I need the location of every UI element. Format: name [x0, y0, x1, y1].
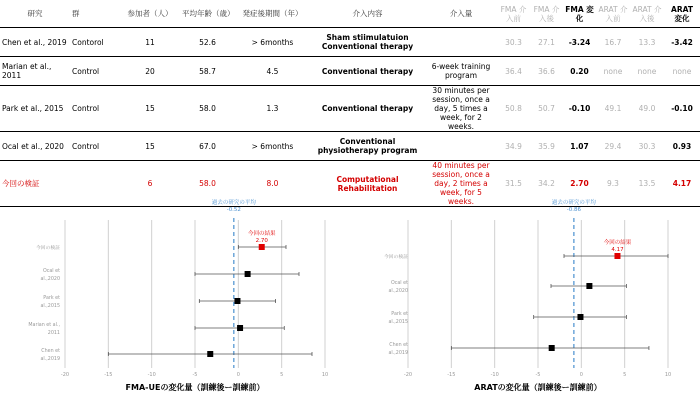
cell-arat-post: 13.3 [630, 28, 664, 57]
x-axis-label: ARATの変化量（訓練後ー訓練前） [474, 383, 602, 392]
x-tick-label: -10 [147, 372, 156, 378]
cell-intervention: Conventional therapy [310, 57, 425, 86]
x-tick-label: 10 [664, 372, 672, 378]
category-label: al.,2015 [388, 320, 408, 325]
current-result-marker [614, 253, 620, 259]
cell-arat-change: none [664, 57, 700, 86]
cell-study: Chen et al., 2019 [0, 28, 70, 57]
cell-age: 67.0 [180, 132, 235, 161]
cell-group: Control [70, 86, 120, 132]
x-tick-label: -20 [403, 372, 413, 378]
cell-study: Ocal et al., 2020 [0, 132, 70, 161]
header-study: 研究 [27, 9, 43, 18]
header-mean-age: 平均年齢（歳） [182, 9, 235, 18]
cell-group: Control [70, 57, 120, 86]
cell-onset: > 6months [235, 28, 310, 57]
header-participants: 参加者（人） [127, 9, 173, 18]
category-label: al.,2020 [388, 289, 408, 294]
cell-arat-pre: 29.4 [596, 132, 630, 161]
cell-arat-pre: none [596, 57, 630, 86]
category-label: al.,2020 [40, 277, 60, 282]
cell-fma-post: 34.2 [530, 161, 563, 207]
cell-fma-post: 50.7 [530, 86, 563, 132]
x-tick-label: 10 [321, 372, 329, 378]
cell-onset: > 6months [235, 132, 310, 161]
x-axis-label: FMA-UEの変化量（訓練後ー訓練前） [125, 383, 265, 392]
cell-age: 58.7 [180, 57, 235, 86]
x-tick-label: 5 [280, 372, 284, 378]
cell-participants: 15 [120, 132, 180, 161]
cell-arat-change: -3.42 [664, 28, 700, 57]
x-tick-label: 0 [579, 372, 583, 378]
cell-arat-post: 13.5 [630, 161, 664, 207]
cell-age: 58.0 [180, 161, 235, 207]
header-fma-change: FMA 変化 [565, 4, 594, 23]
header-arat-change: ARAT 変化 [671, 4, 693, 23]
table-row [0, 86, 700, 132]
x-tick-label: 0 [236, 372, 240, 378]
cell-fma-pre: 36.4 [497, 57, 530, 86]
current-result-label: 今回の結果 [603, 240, 632, 246]
cell-study: 今回の検証 [0, 161, 70, 207]
cell-dose: 30 minutes per session, once a day, 5 times a week, for 2 weeks. [425, 86, 497, 132]
cell-participants: 20 [120, 57, 180, 86]
cell-arat-change: 0.93 [664, 132, 700, 161]
cell-fma-change: 1.07 [563, 132, 596, 161]
header-dose: 介入量 [449, 9, 473, 18]
category-label: Chen et [41, 349, 60, 354]
x-tick-label: -15 [104, 372, 113, 378]
cell-fma-change: 0.20 [563, 57, 596, 86]
cell-fma-change: -0.10 [563, 86, 596, 132]
point-marker [237, 325, 243, 331]
cell-dose: 6-week training program [425, 57, 497, 86]
category-label: Chen et [389, 343, 408, 348]
cell-onset: 8.0 [235, 161, 310, 207]
reference-mean-label: 過去の研究の平均 [211, 200, 256, 206]
cell-participants: 11 [120, 28, 180, 57]
x-tick-label: 5 [623, 372, 627, 378]
cell-intervention: Conventional therapy [310, 86, 425, 132]
header-intervention: 介入内容 [352, 9, 383, 18]
cell-arat-post: none [630, 57, 664, 86]
cell-intervention: Conventional physiotherapy program [310, 132, 425, 161]
category-label: 今回の検証 [36, 246, 60, 251]
table-row [0, 132, 700, 161]
cell-group: Control [70, 132, 120, 161]
point-marker [586, 283, 592, 289]
header-fma-post: FMA 介入後 [533, 4, 560, 23]
reference-mean-value: -0.52 [226, 207, 241, 213]
header-arat-post: ARAT 介入後 [632, 4, 662, 23]
cell-age: 52.6 [180, 28, 235, 57]
cell-group: Contorol [70, 28, 120, 57]
category-label: Ocal et [390, 281, 408, 286]
cell-dose [425, 132, 497, 161]
cell-intervention: Sham stiimulatuion Conventional therapy [310, 28, 425, 57]
cell-age: 58.0 [180, 86, 235, 132]
current-result-marker [259, 244, 265, 250]
header-arat-pre: ARAT 介入前 [598, 4, 628, 23]
cell-intervention: Computational Rehabilitation [310, 161, 425, 207]
current-result-value: 2.70 [255, 238, 268, 244]
cell-fma-change: -3.24 [563, 28, 596, 57]
header-onset-period: 発症後期間（年） [242, 9, 303, 18]
cell-arat-pre: 9.3 [596, 161, 630, 207]
cell-fma-post: 27.1 [530, 28, 563, 57]
cell-arat-post: 30.3 [630, 132, 664, 161]
point-marker [577, 314, 583, 320]
category-label: Ocal et [42, 269, 60, 274]
category-label: al.,2019 [388, 351, 408, 356]
header-fma-pre: FMA 介入前 [500, 4, 527, 23]
cell-onset: 4.5 [235, 57, 310, 86]
cell-arat-pre: 16.7 [596, 28, 630, 57]
x-tick-label: -15 [447, 372, 456, 378]
category-label: Park et [391, 312, 408, 317]
reference-mean-label: 過去の研究の平均 [551, 200, 596, 206]
point-marker [207, 351, 213, 357]
reference-mean-value: -0.86 [566, 207, 581, 213]
cell-study: Park et al., 2015 [0, 86, 70, 132]
cell-onset: 1.3 [235, 86, 310, 132]
cell-dose: 40 minutes per session, once a day, 2 times a week, for 5 weeks. [425, 161, 497, 207]
cell-arat-post: 49.0 [630, 86, 664, 132]
category-label: 2011 [47, 331, 60, 336]
current-result-label: 今回の結果 [247, 231, 276, 237]
point-marker [234, 298, 240, 304]
cell-fma-change: 2.70 [563, 161, 596, 207]
table-header-row [0, 0, 700, 28]
forest-plots [0, 190, 700, 402]
x-tick-label: -20 [60, 372, 70, 378]
cell-dose [425, 28, 497, 57]
cell-study: Marian et al., 2011 [0, 57, 70, 86]
x-tick-label: -5 [192, 372, 198, 378]
cell-arat-change: -0.10 [664, 86, 700, 132]
point-marker [245, 271, 251, 277]
cell-participants: 6 [120, 161, 180, 207]
point-marker [549, 345, 555, 351]
category-label: Marian et al., [28, 323, 60, 328]
cell-arat-change: 4.17 [664, 161, 700, 207]
table-row [0, 28, 700, 57]
current-result-value: 4.17 [611, 247, 624, 253]
cell-arat-pre: 49.1 [596, 86, 630, 132]
category-label: al.,2019 [40, 357, 60, 362]
category-label: al.,2015 [40, 304, 60, 309]
category-label: Park et [43, 296, 60, 301]
cell-fma-pre: 31.5 [497, 161, 530, 207]
cell-fma-post: 36.6 [530, 57, 563, 86]
x-tick-label: -10 [490, 372, 499, 378]
cell-participants: 15 [120, 86, 180, 132]
x-tick-label: -5 [535, 372, 541, 378]
table-row [0, 57, 700, 86]
header-group: 群 [72, 9, 80, 18]
cell-fma-post: 35.9 [530, 132, 563, 161]
cell-fma-pre: 50.8 [497, 86, 530, 132]
cell-fma-pre: 34.9 [497, 132, 530, 161]
cell-fma-pre: 30.3 [497, 28, 530, 57]
category-label: 今回の検証 [384, 255, 408, 260]
